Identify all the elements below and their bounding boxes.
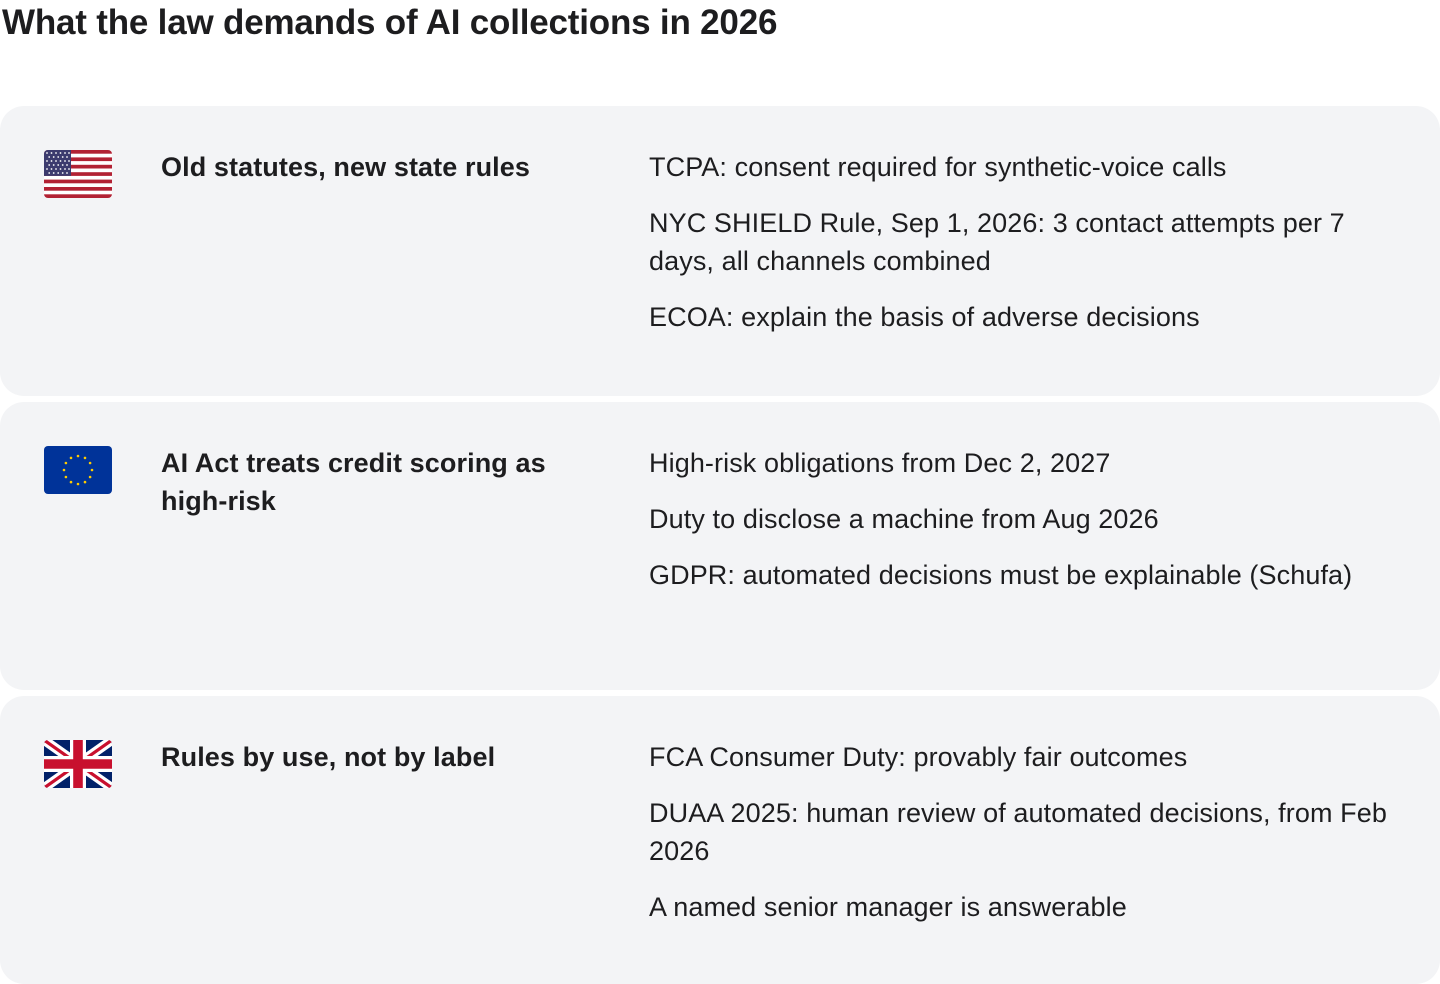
region-heading-uk: Rules by use, not by label bbox=[161, 742, 496, 772]
list-item: Duty to disclose a machine from Aug 2026 bbox=[649, 504, 1159, 534]
region-card-eu bbox=[0, 402, 1440, 690]
eu-flag-icon bbox=[44, 446, 112, 494]
list-item: DUAA 2025: human review of automated decisions, from Feb 2026 bbox=[649, 798, 1387, 866]
list-item: High-risk obligations from Dec 2, 2027 bbox=[649, 448, 1111, 478]
region-heading-eu: AI Act treats credit scoring as high-risk bbox=[161, 448, 546, 516]
region-heading-us: Old statutes, new state rules bbox=[161, 152, 531, 182]
list-item: GDPR: automated decisions must be explainable (Schufa) bbox=[649, 560, 1353, 590]
us-flag-icon bbox=[44, 150, 112, 198]
region-points-uk bbox=[649, 738, 1409, 944]
list-item: TCPA: consent required for synthetic-voice calls bbox=[649, 152, 1227, 182]
region-points-us bbox=[649, 148, 1409, 354]
region-points-eu bbox=[649, 444, 1409, 612]
list-item: NYC SHIELD Rule, Sep 1, 2026: 3 contact attempts per 7 days, all channels combined bbox=[649, 208, 1345, 276]
region-card-uk bbox=[0, 696, 1440, 984]
uk-flag-icon bbox=[44, 740, 112, 788]
list-item: A named senior manager is answerable bbox=[649, 892, 1127, 922]
region-card-us bbox=[0, 106, 1440, 396]
page-title: What the law demands of AI collections in 2026 bbox=[2, 3, 778, 42]
list-item: ECOA: explain the basis of adverse decisions bbox=[649, 302, 1200, 332]
list-item: FCA Consumer Duty: provably fair outcomes bbox=[649, 742, 1188, 772]
